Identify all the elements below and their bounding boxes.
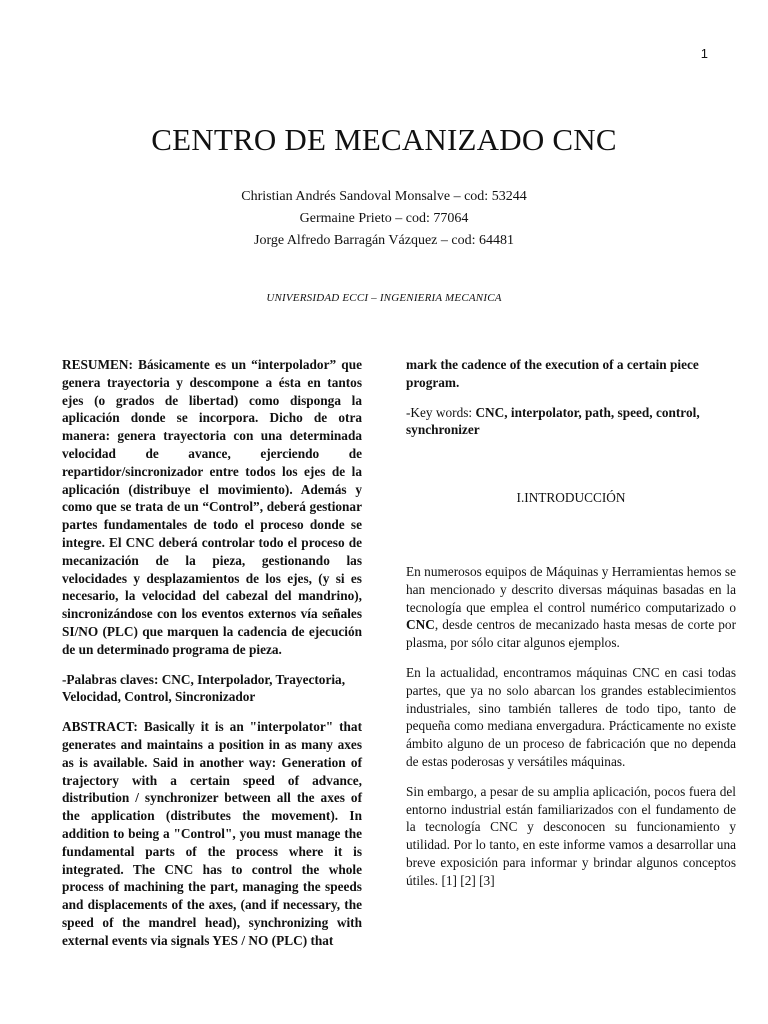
page-number: 1 (700, 46, 708, 61)
palabras-claves: -Palabras claves: CNC, Interpolador, Trayectoria, Velocidad, Control, Sincronizador (62, 671, 346, 705)
cnc-bold: CNC (406, 617, 435, 633)
key-words (406, 404, 736, 440)
abstract-paragraph (62, 718, 362, 949)
author-line: Christian Andrés Sandoval Monsalve – cod: 53244 (241, 189, 527, 204)
author-list (0, 186, 768, 252)
abstract-continuation: mark the cadence of the execution of a certain piece program. (406, 357, 699, 390)
intro-paragraph-1 (406, 563, 736, 652)
intro-p1-text: En numerosos equipos de Máquinas y Herramientas hemos se han mencionado y descrito diversas máquinas basadas en la tecnología que emplea el control numérico computarizado o (406, 563, 736, 615)
intro-paragraph-2: En la actualidad, encontramos máquinas CNC en casi todas partes, que ya no solo abarcan los grandes establecimientos industriales, sino también talleres de todo tipo, tanto de pequeña como mediana envergadura. Prácticamente no existe ámbito alguno de un proceso de fabricación que no dependa de estas poderosas y versátiles máquinas. (406, 664, 736, 769)
affiliation: UNIVERSIDAD ECCI – INGENIERIA MECANICA (266, 292, 502, 304)
abstract-text: Basically it is an "interpolator" that generates and maintains a position in as many axes as is available. Said in another way: Generation of trajectory with a certain speed of advance, distribution / synchronizer between all the axes of the application (distributes the movement). In addition to being a "Control", you must manage the fundamental parts of the process where it is integrated. The CNC has to control the whole process of machining the part, managing the speeds and displacements of the axes, (and if necessary, the speed of the mandrel head), synchronizing with external events via signals YES / NO (PLC) that (62, 719, 362, 948)
resumen-paragraph (62, 356, 362, 659)
resumen-text: Básicamente es un “interpolador” que genera trayectoria y descompone a ésta en tantos ejes (o grados de libertad) como disponga la aplicación donde se incorpora. Dicho de otra manera: genera trayectoria con una determinada velocidad de avance, ejerciendo de repartidor/sincronizador entre todos los ejes de la aplicación (distribuye el movimiento). Además y como que se trata de un “Control”, deberá gestionar partes fundamentales de todo el proceso donde se integre. El CNC deberá controlar todo el proceso de mecanización de la pieza, gestionando las velocidades y desplazamientos de los ejes, (y si es necesario, la velocidad del cabezal del mandrino), sincronizándose con los eventos externos vía señales SI/NO (PLC) que marquen la cadencia de ejecución de un determinado programa de pieza. (62, 357, 362, 657)
key-words-text: CNC, interpolator, path, speed, control, synchronizer (406, 404, 700, 438)
left-column (62, 356, 362, 962)
abstract-label: ABSTRACT: (62, 719, 138, 735)
resumen-label: RESUMEN: (62, 357, 133, 372)
author-line: Jorge Alfredo Barragán Vázquez – cod: 64481 (254, 233, 514, 248)
author-line: Germaine Prieto – cod: 77064 (299, 211, 469, 226)
intro-paragraph-3: Sin embargo, a pesar de su amplia aplicación, pocos fuera del entorno industrial están familiarizados con el fundamento de la tecnología CNC y desconocen su funcionamiento y utilidad. Por lo tanto, en este informe vamos a desarrollar una breve exposición para informar y brindar algunos conceptos útiles. [1] [2] [3] (406, 783, 736, 888)
paper-title: CENTRO DE MECANIZADO CNC (151, 122, 617, 157)
intro-p1-tail: , desde centros de mecanizado hasta mesas de corte por plasma, por sólo citar algunos ejemplos. (406, 617, 736, 651)
section-heading-introduccion: I.INTRODUCCIÓN (516, 490, 626, 506)
key-words-label: -Key words: (406, 404, 473, 420)
right-column (406, 356, 736, 902)
